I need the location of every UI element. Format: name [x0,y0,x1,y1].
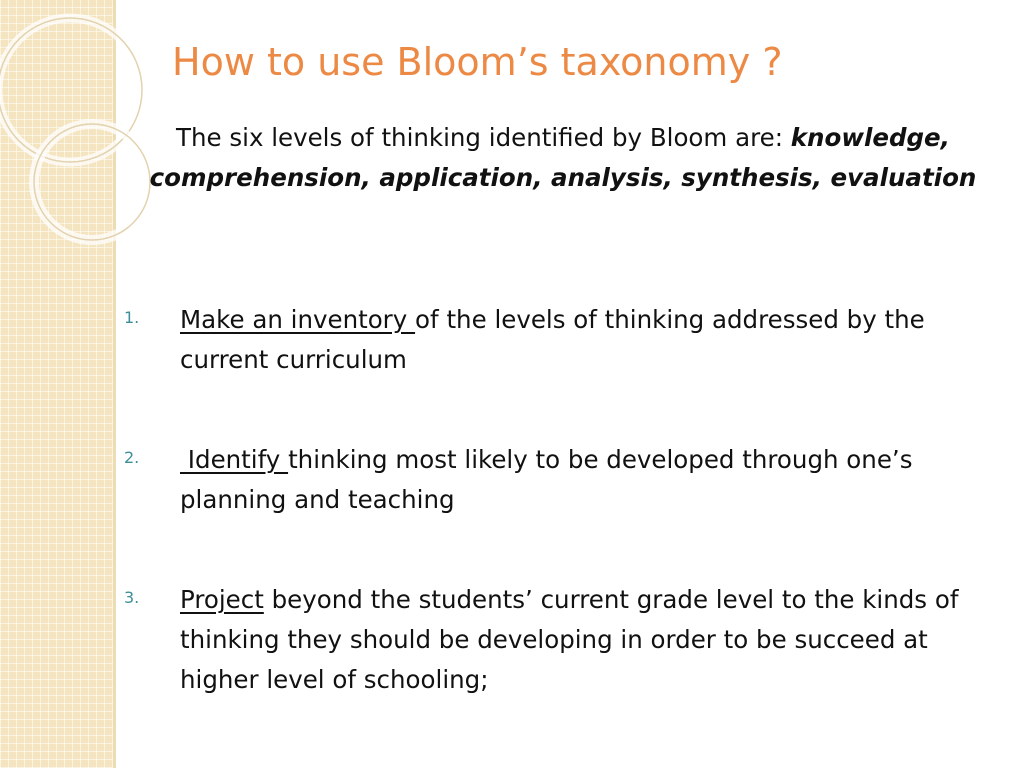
list-item-rest: beyond the students’ current grade level to the kinds of thinking they should be developing in order to be succeed at higher level of schooling; [180,585,959,694]
intro-lead: The six levels of thinking identified by Bloom are: [176,123,791,152]
list-item-text [180,440,994,520]
intro-paragraph [128,118,998,198]
list-item-rest: thinking most likely to be developed through one’s planning and teaching [180,445,913,514]
list-number: 3. [124,588,140,607]
list-number: 2. [124,448,140,467]
list-number: 1. [124,308,140,327]
list-item-rest: of the levels of thinking addressed by the current curriculum [180,305,925,374]
list-item-text [180,300,994,380]
list-keyword: Project [180,585,264,614]
bloom-levels: knowledge, comprehension, application, analysis, synthesis, evaluation [149,123,977,192]
list-keyword: Identify [180,445,289,474]
list-item-text [180,580,994,700]
slide-title: How to use Bloom’s taxonomy ? [172,40,783,84]
list-keyword: Make an inventory [180,305,416,334]
